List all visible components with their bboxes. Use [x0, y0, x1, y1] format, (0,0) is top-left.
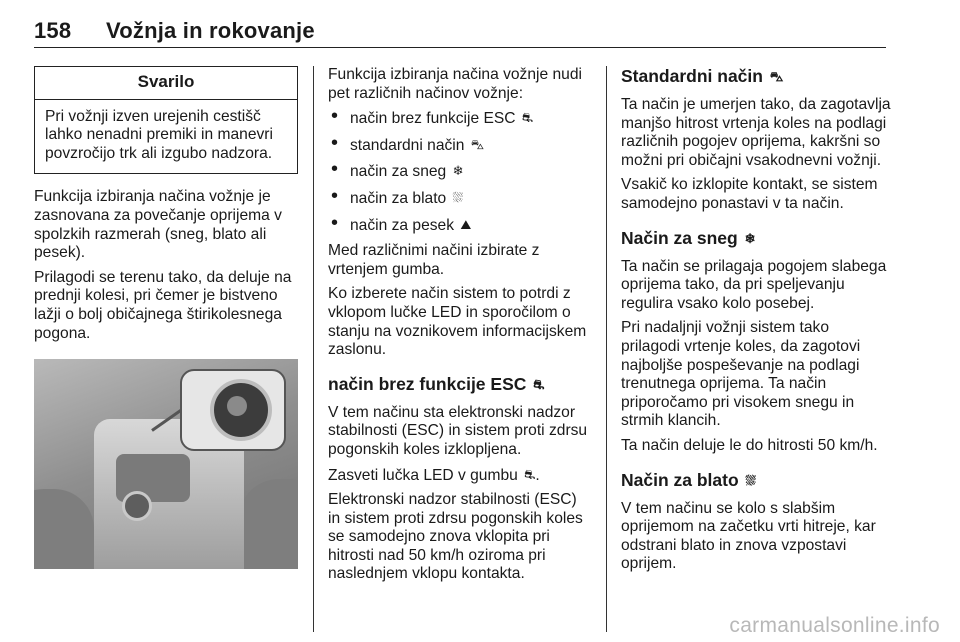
page-header: [34, 18, 315, 44]
list-item: • način za blato ⛆: [328, 189, 592, 209]
warning-title: Svarilo: [35, 67, 297, 100]
esc-off-icon: ⛐: [524, 466, 536, 482]
esc-off-icon: ⛐: [521, 110, 534, 126]
snow-mode-icon: ❄: [452, 163, 464, 179]
drive-mode-selector-photo: [34, 359, 298, 569]
mud-mode-icon: ⛆: [745, 472, 756, 488]
standard-mode-icon: ⛍: [470, 136, 485, 152]
esc-off-icon: ⛐: [533, 376, 545, 392]
snow-mode-icon: ❄: [744, 230, 756, 246]
watermark: carmanualsonline.info: [729, 614, 940, 637]
page-number: 158: [34, 18, 72, 43]
column-divider: [313, 66, 314, 632]
heading-snow: Način za sneg ❄: [621, 227, 756, 248]
column-3: [621, 66, 891, 580]
paragraph: Med različnimi načini izbirate z vrtenjem gumba.: [328, 242, 540, 278]
paragraph: Ko izberete način sistem to potrdi z vklopom lučke LED in sporočilom o stanju na voznikovem informacijskem zaslonu.: [328, 285, 587, 359]
seat-shape: [34, 489, 94, 569]
paragraph: Vsakič ko izklopite kontakt, se sistem samodejno ponastavi v ta način.: [621, 176, 878, 212]
paragraph: Zasveti lučka LED v gumbu ⛐.: [328, 466, 540, 484]
paragraph: Prilagodi se terenu tako, da deluje na prednji kolesi, pri čemer je bistveno lažji o bolj običajnega štirikolesnega pogona.: [34, 268, 292, 342]
paragraph: Funkcija izbiranja načina vožnje nudi pet različnih načinov vožnje:: [328, 66, 582, 102]
mode-dial-center: [227, 396, 247, 416]
header-rule: [34, 47, 886, 48]
selector-knob: [122, 491, 152, 521]
heading-standard: Standardni način ⛍: [621, 66, 784, 86]
paragraph: Elektronski nadzor stabilnosti (ESC) in sistem proti zdrsu pogonskih koles se samodejno znova vklopita pri hitrosti nad 50 km/h oziroma pri naslednjem vklopu kontakta.: [328, 491, 583, 583]
paragraph: Ta način je umerjen tako, da zagotavlja manjšo hitrost vrtenja koles na podlagi različnih pogojev oprijema, kakršni so možni pri običajni vsakodnevni vožnji.: [621, 96, 891, 169]
paragraph: Ta način deluje le do hitrosti 50 km/h.: [621, 436, 878, 454]
heading-mud: Način za blato ⛆: [621, 469, 756, 490]
warning-text: Pri vožnji izven urejenih cestišč lahko nenadni premiki in manevri povzročijo trk ali izgubo nadzora.: [45, 107, 273, 162]
mode-list: [328, 109, 592, 235]
paragraph: Funkcija izbiranja načina vožnje je zasnovana za povečanje oprijema v spolzkih razmerah (sneg, blato ali pesek).: [34, 188, 282, 262]
section-title: Vožnja in rokovanje: [106, 18, 315, 43]
paragraph: V tem načinu sta elektronski nadzor stabilnosti (ESC) in sistem proti zdrsu pogonskih koles izklopljena.: [328, 403, 588, 458]
list-item: • način za sneg ❄: [328, 162, 592, 182]
seat-shape: [239, 479, 298, 569]
column-2: [328, 66, 592, 590]
sand-mode-icon: ⛰: [460, 216, 472, 232]
paragraph: Pri nadaljnji vožnji sistem tako prilagodi vrtenje koles, da zagotovi najboljše pospeševanje na podlagi trenutnega oprijema. Ta način priporočamo pri visokem snegu in strmih klancih.: [621, 319, 861, 430]
heading-esc-off: način brez funkcije ESC ⛐: [328, 373, 545, 394]
paragraph: Ta način se prilagaja pogojem slabega oprijema tako, da pri speljevanju regulira vsako kolo posebej.: [621, 257, 887, 312]
mud-mode-icon: ⛆: [452, 189, 463, 205]
warning-box: [34, 66, 298, 174]
standard-mode-icon: ⛍: [769, 69, 784, 84]
column-1: [34, 66, 298, 569]
list-item: • način brez funkcije ESC ⛐: [328, 109, 592, 129]
column-divider: [606, 66, 607, 632]
list-item: • način za pesek ⛰: [328, 216, 592, 236]
list-item: • standardni način ⛍: [328, 136, 592, 156]
paragraph: V tem načinu se kolo s slabšim oprijemom na začetku vrti hitreje, kar odstrani blato in znova vzpostavi oprijem.: [621, 499, 876, 573]
